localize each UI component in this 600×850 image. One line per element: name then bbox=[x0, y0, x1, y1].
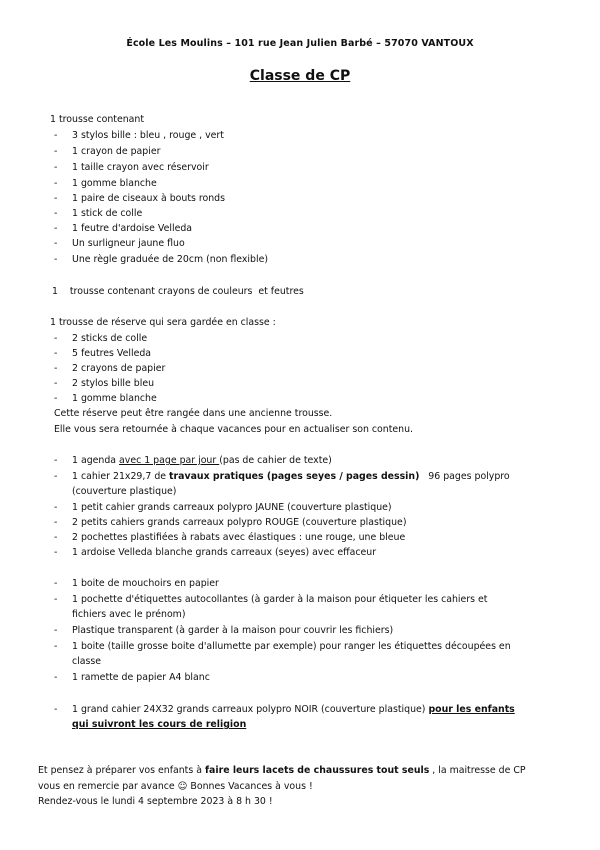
bullet: - bbox=[54, 254, 58, 265]
bullet: - bbox=[54, 704, 58, 715]
list-item: 1 gomme blanche bbox=[72, 178, 157, 189]
closing-text-end: , la maitresse de CP bbox=[429, 765, 526, 776]
list-item-continuation: classe bbox=[72, 656, 102, 667]
list-item-cahier-tp bbox=[72, 470, 510, 483]
list-item: 5 feutres Velleda bbox=[72, 348, 152, 359]
reserve-note: Elle vous sera retournée à chaque vacances pour en actualiser son contenu. bbox=[54, 424, 414, 435]
list-item: 2 pochettes plastifiées à rabats avec élastiques : une rouge, une bleue bbox=[72, 532, 406, 543]
bullet: - bbox=[54, 532, 58, 543]
list-item: 1 crayon de papier bbox=[72, 146, 161, 157]
list-item: 1 gomme blanche bbox=[72, 393, 157, 404]
religion-bold-continuation: qui suivront les cours de religion bbox=[72, 719, 247, 730]
cahier-tp-pages: 96 pages polypro bbox=[419, 471, 510, 482]
reserve-note: Cette réserve peut être rangée dans une ancienne trousse. bbox=[54, 408, 333, 419]
closing-bold: faire leurs lacets de chaussures tout seuls bbox=[204, 765, 430, 776]
bullet: - bbox=[54, 578, 58, 589]
bullet: - bbox=[54, 333, 58, 344]
list-item: 1 boite de mouchoirs en papier bbox=[72, 578, 219, 589]
list-item: Un surligneur jaune fluo bbox=[72, 238, 185, 249]
list-item: 2 petits cahiers grands carreaux polypro ROUGE (couverture plastique) bbox=[72, 517, 407, 528]
bullet: - bbox=[54, 238, 58, 249]
bullet: - bbox=[54, 162, 58, 173]
closing-rendezvous: Rendez-vous le lundi 4 septembre 2023 à 8 h 30 ! bbox=[38, 796, 273, 807]
list-item: 2 crayons de papier bbox=[72, 363, 166, 374]
list-item-continuation: fichiers avec le prénom) bbox=[72, 609, 186, 620]
list-item: 1 boite (taille grosse boite d'allumette par exemple) pour ranger les étiquettes découpées en bbox=[72, 641, 511, 652]
bullet: - bbox=[54, 641, 58, 652]
closing-text: Et pensez à préparer vos enfants à bbox=[38, 765, 205, 776]
list-item: 1 taille crayon avec réservoir bbox=[72, 162, 209, 173]
religion-bold: pour les enfants bbox=[428, 704, 515, 715]
list-item: 2 stylos bille bleu bbox=[72, 378, 155, 389]
list-item: Plastique transparent (à garder à la maison pour couvrir les fichiers) bbox=[72, 625, 394, 636]
list-item: 2 sticks de colle bbox=[72, 333, 148, 344]
bullet: - bbox=[54, 502, 58, 513]
bullet: - bbox=[54, 223, 58, 234]
bullet: - bbox=[54, 547, 58, 558]
list-item: 1 petit cahier grands carreaux polypro JAUNE (couverture plastique) bbox=[72, 502, 392, 513]
list-item: 1 feutre d'ardoise Velleda bbox=[72, 223, 193, 234]
list-item: 1 ramette de papier A4 blanc bbox=[72, 672, 210, 683]
agenda-underlined: avec 1 page par jour bbox=[119, 455, 220, 466]
list-item: 1 pochette d'étiquettes autocollantes (à garder à la maison pour étiqueter les cahiers et bbox=[72, 594, 488, 605]
bullet: - bbox=[54, 517, 58, 528]
bullet: - bbox=[54, 208, 58, 219]
list-item-agenda bbox=[72, 454, 332, 467]
reserve-heading: 1 trousse de réserve qui sera gardée en classe : bbox=[50, 317, 276, 328]
list-item: 1 paire de ciseaux à bouts ronds bbox=[72, 193, 226, 204]
bullet: - bbox=[54, 594, 58, 605]
bullet: - bbox=[54, 130, 58, 141]
trousse-couleurs: 1 trousse contenant crayons de couleurs et feutres bbox=[52, 286, 304, 297]
bullet: - bbox=[54, 625, 58, 636]
list-item: 1 ardoise Velleda blanche grands carreaux (seyes) avec effaceur bbox=[72, 547, 377, 558]
bullet: - bbox=[54, 348, 58, 359]
closing-thanks: vous en remercie par avance ☺ Bonnes Vacances à vous ! bbox=[38, 781, 313, 792]
list-item-religion bbox=[72, 703, 515, 716]
closing-line bbox=[38, 764, 526, 777]
cahier-tp-text: 1 cahier 21x29,7 de bbox=[72, 471, 170, 482]
bullet: - bbox=[54, 146, 58, 157]
school-address-header: École Les Moulins – 101 rue Jean Julien Barbé – 57070 VANTOUX bbox=[126, 38, 474, 49]
list-item: 1 stick de colle bbox=[72, 208, 143, 219]
bullet: - bbox=[54, 363, 58, 374]
list-item: 3 stylos bille : bleu , rouge , vert bbox=[72, 130, 224, 141]
bullet: - bbox=[54, 378, 58, 389]
list-item-continuation: (couverture plastique) bbox=[72, 486, 177, 497]
cahier-tp-bold: travaux pratiques (pages seyes / pages dessin) bbox=[169, 471, 420, 482]
religion-text: 1 grand cahier 24X32 grands carreaux polypro NOIR (couverture plastique) bbox=[72, 704, 429, 715]
trousse-heading: 1 trousse contenant bbox=[50, 114, 145, 125]
bullet: - bbox=[54, 455, 58, 466]
bullet: - bbox=[54, 471, 58, 482]
agenda-text: 1 agenda bbox=[72, 455, 120, 466]
bullet: - bbox=[54, 178, 58, 189]
page-title: Classe de CP bbox=[249, 68, 351, 84]
bullet: - bbox=[54, 193, 58, 204]
bullet: - bbox=[54, 672, 58, 683]
bullet: - bbox=[54, 393, 58, 404]
agenda-note: (pas de cahier de texte) bbox=[219, 455, 332, 466]
list-item: Une règle graduée de 20cm (non flexible) bbox=[72, 254, 269, 265]
